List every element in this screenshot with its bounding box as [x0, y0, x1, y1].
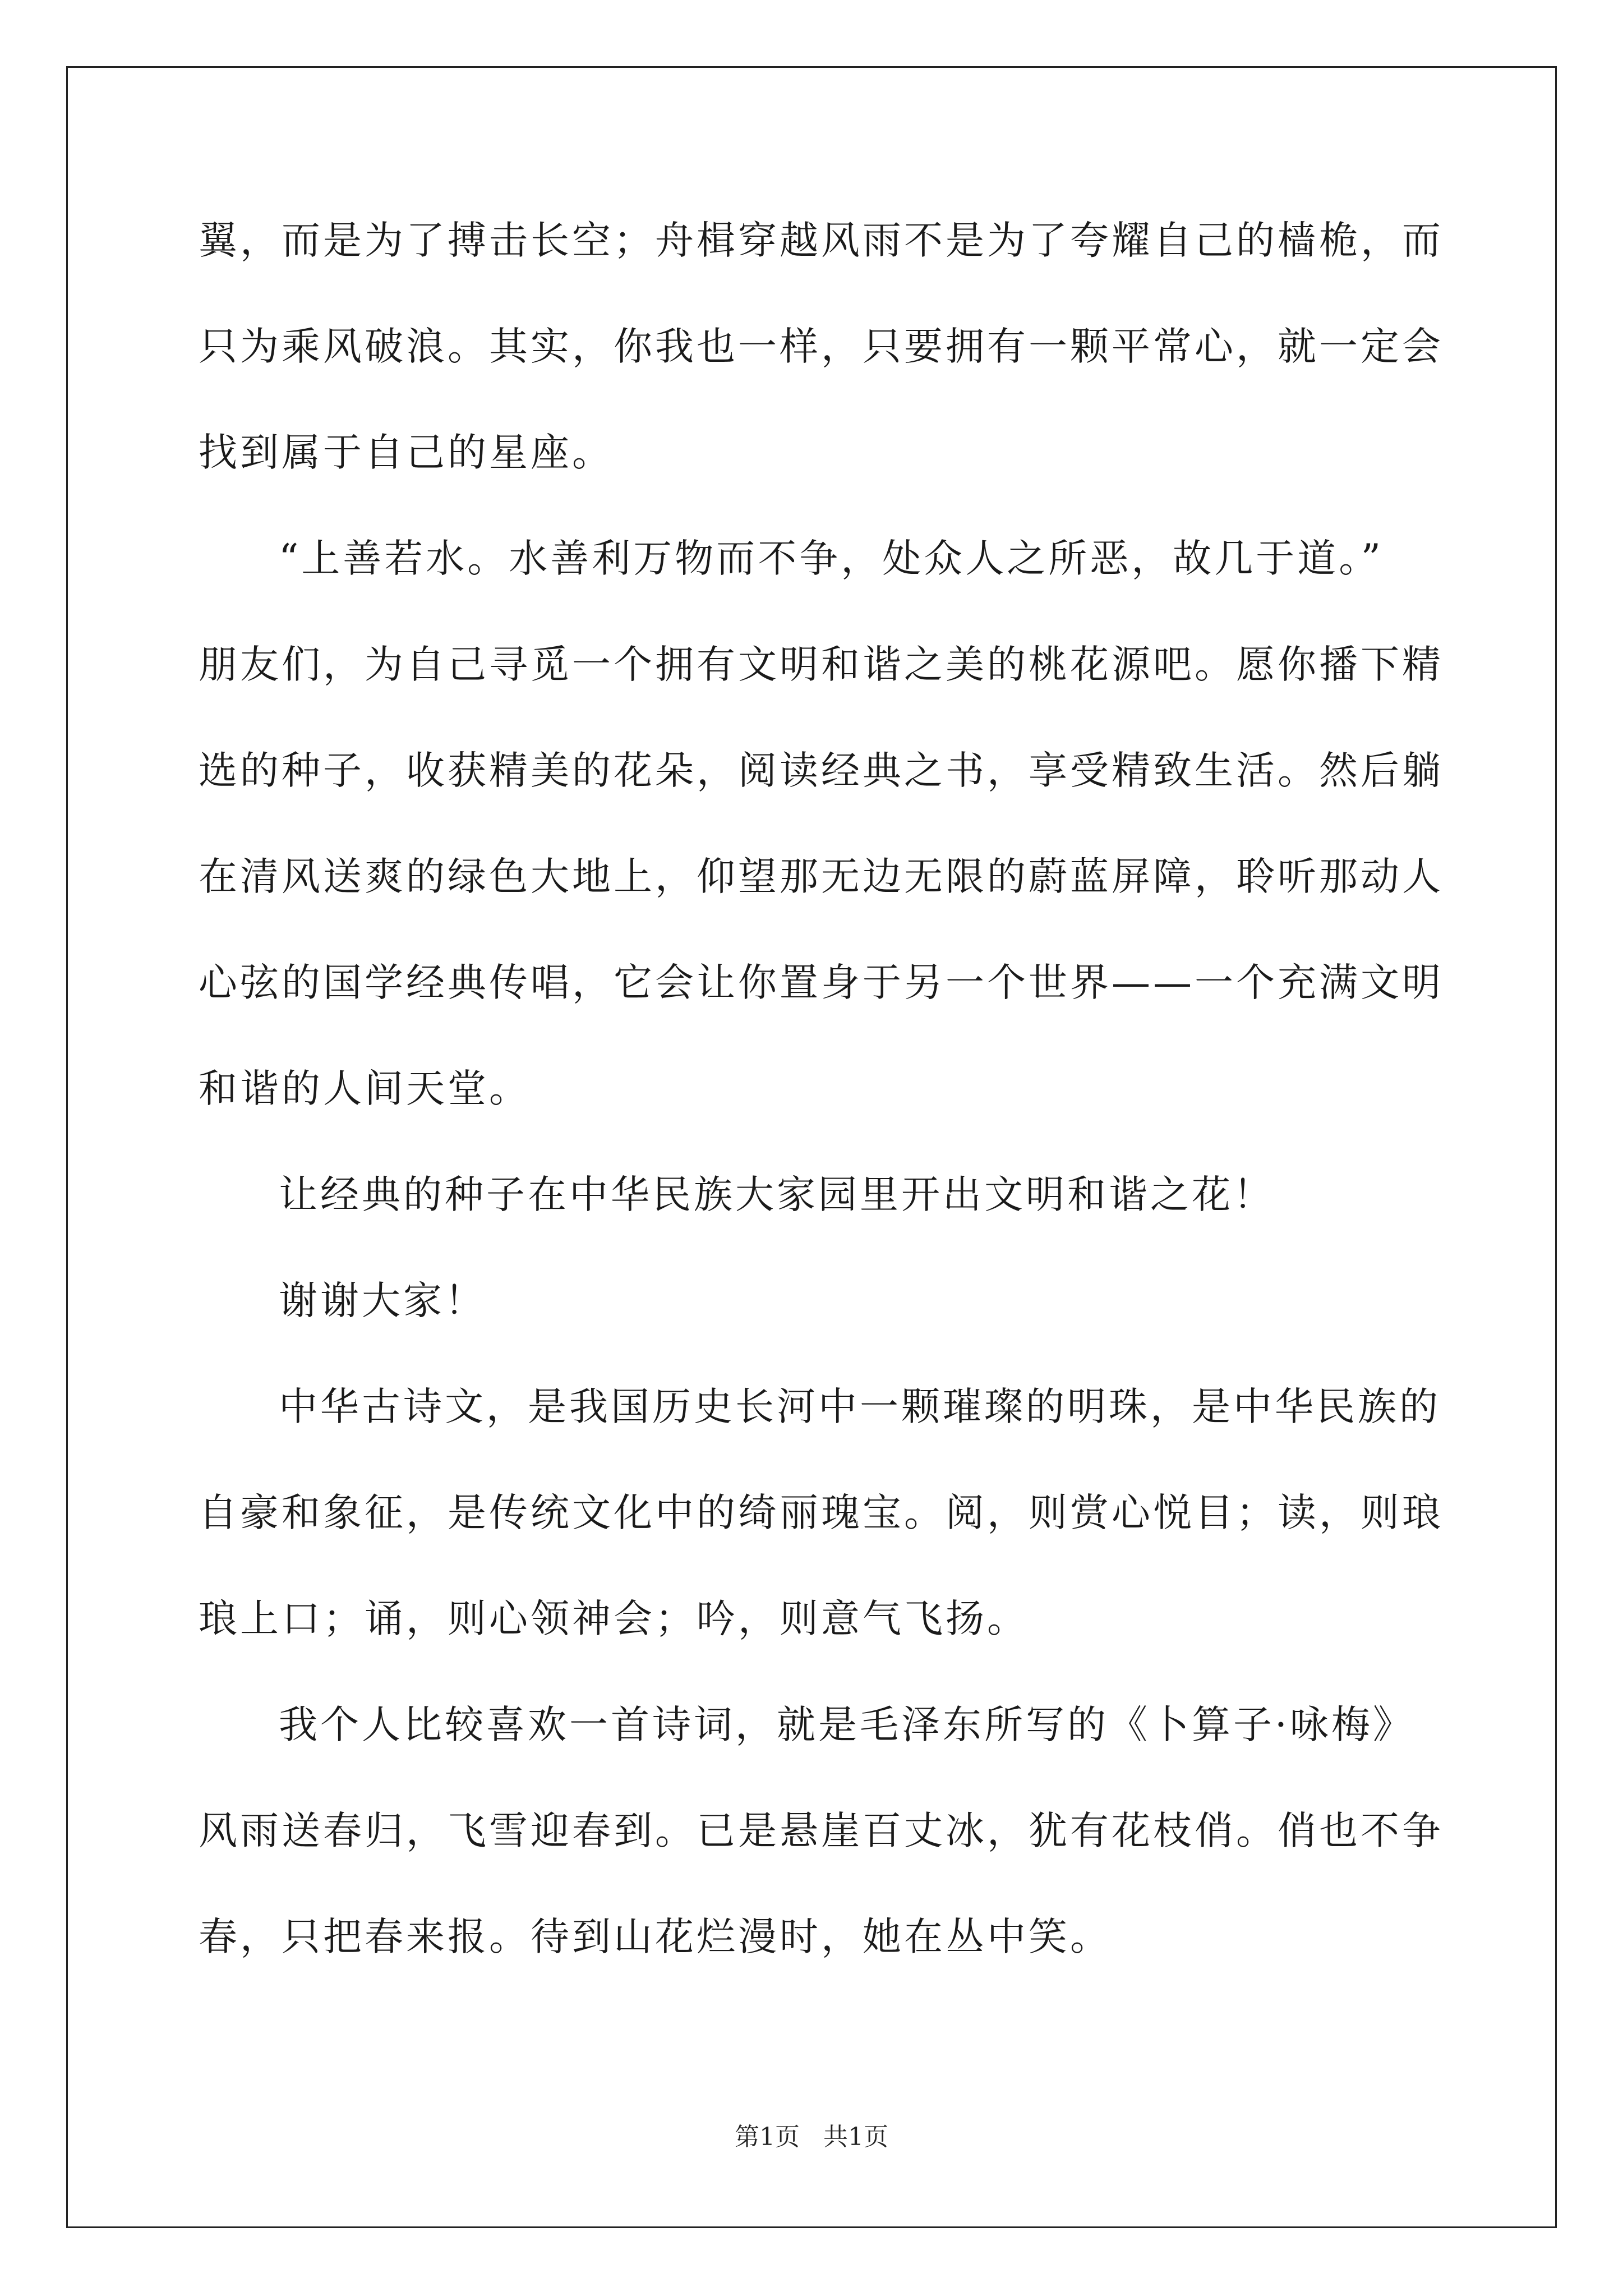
text-line: 心弦的国学经典传唱，它会让你置身于另一个世界——一个充满文明 [199, 960, 1444, 1005]
text-line: 朋友们，为自己寻觅一个拥有文明和谐之美的桃花源吧。愿你播下精 [199, 642, 1444, 687]
text-line: 在清风送爽的绿色大地上，仰望那无边无限的蔚蓝屏障，聆听那动人 [199, 854, 1444, 899]
text-line: 选的种子，收获精美的花朵，阅读经典之书，享受精致生活。然后躺 [199, 748, 1444, 793]
text-line: 谢谢大家！ [279, 1278, 486, 1323]
text-line: 我个人比较喜欢一首诗词，就是毛泽东所写的《卜算子·咏梅》 [279, 1703, 1414, 1747]
text-line: 翼，而是为了搏击长空；舟楫穿越风雨不是为了夸耀自己的樯桅，而 [199, 218, 1444, 263]
text-line: 春，只把春来报。待到山花烂漫时，她在丛中笑。 [199, 1915, 1112, 1959]
page-number-footer: 第1页 共1页 [735, 2123, 888, 2151]
text-line: 中华古诗文，是我国历史长河中一颗璀璨的明珠，是中华民族的 [279, 1384, 1441, 1429]
text-line: “上善若水。水善利万物而不争，处众人之所恶，故几于道。” [279, 536, 1384, 581]
text-line: 找到属于自己的星座。 [199, 430, 614, 475]
text-line: 只为乘风破浪。其实，你我也一样，只要拥有一颗平常心，就一定会 [199, 324, 1444, 369]
text-line: 让经典的种子在中华民族大家园里开出文明和谐之花！ [279, 1172, 1275, 1217]
document-body [199, 215, 1444, 2017]
text-line: 和谐的人间天堂。 [199, 1066, 531, 1111]
text-line: 风雨送春归，飞雪迎春到。已是悬崖百丈冰，犹有花枝俏。俏也不争 [199, 1809, 1444, 1853]
text-line: 自豪和象征，是传统文化中的绮丽瑰宝。阅，则赏心悦目；读，则琅 [199, 1490, 1444, 1535]
text-line: 琅上口；诵，则心领神会；吟，则意气飞扬。 [199, 1596, 1029, 1641]
